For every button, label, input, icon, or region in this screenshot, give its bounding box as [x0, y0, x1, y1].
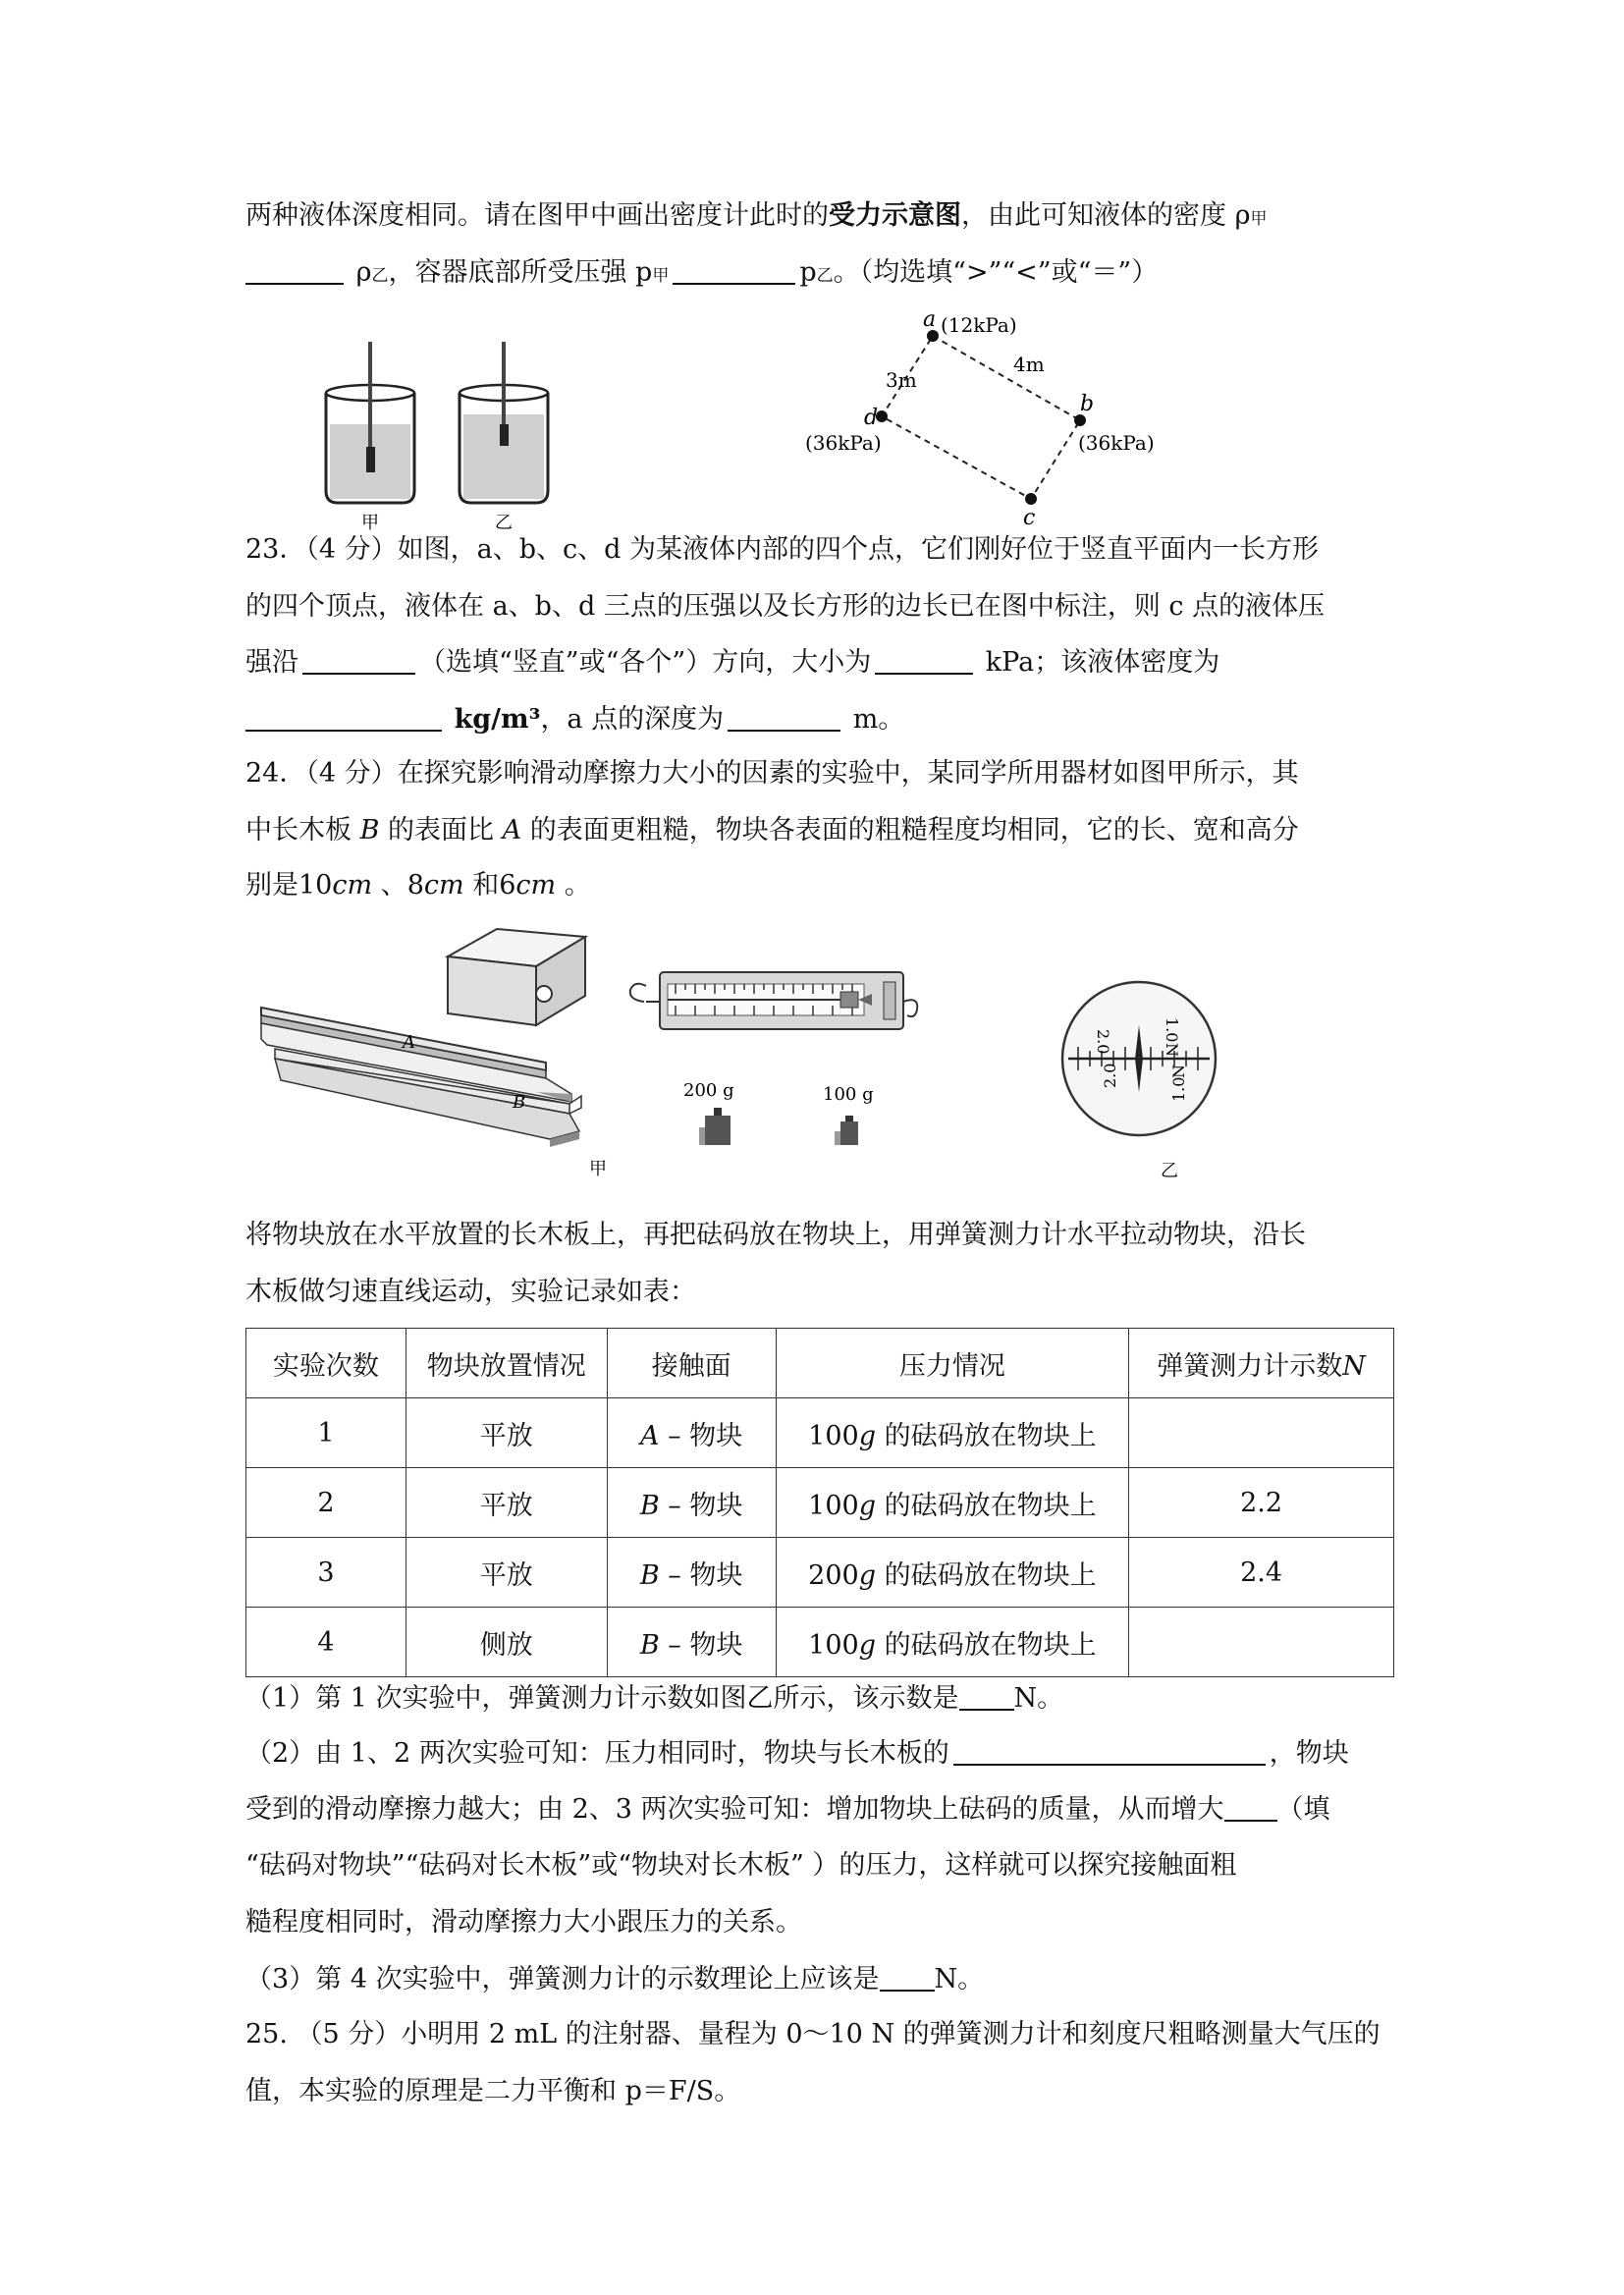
- svg-text:b: b: [1080, 392, 1095, 416]
- answer-blank[interactable]: [245, 253, 344, 285]
- block: [448, 929, 585, 1025]
- svg-text:2.0: 2.0: [1094, 1029, 1112, 1055]
- svg-text:1.0: 1.0: [1169, 1076, 1188, 1102]
- answer-blank[interactable]: [880, 1960, 935, 1992]
- point-c: [1025, 493, 1037, 505]
- table-row: 2 平放 B – 物块 100g 的砝码放在物块上 2.2: [246, 1468, 1394, 1538]
- beaker-jia: [326, 342, 414, 503]
- spring-scale: [630, 972, 917, 1029]
- q24-sub-6: （3）第 4 次实验中，弹簧测力计的示数理论上应该是 N。: [245, 1960, 1394, 1999]
- q24-line-2: 中长木板 B 的表面比 A 的表面更粗糙，物块各表面的粗糙程度均相同，它的长、宽和高分: [245, 815, 1299, 846]
- q24-sub-5: 糙程度相同时，滑动摩擦力大小跟压力的关系。: [245, 1907, 802, 1938]
- svg-text:1.0: 1.0: [1163, 1017, 1181, 1043]
- answer-blank[interactable]: [245, 700, 442, 732]
- weight-200g: [683, 1080, 734, 1145]
- q24-line-3: 别是10cm 、8cm 和6cm 。: [245, 870, 591, 901]
- svg-text:A: A: [403, 1032, 415, 1053]
- svg-text:3m: 3m: [886, 368, 917, 392]
- q24-sub-4: “砝码对物块”“砝码对长木板”或“物块对长木板” ）的压力，这样就可以探究接触面粗: [245, 1850, 1237, 1881]
- q23-line-3: 强沿 （选填“竖直”或“各个”）方向，大小为 kPa；该液体密度为: [245, 643, 1394, 683]
- bold-phrase: 受力示意图: [829, 200, 961, 231]
- table-header-cell: 弹簧测力计示数N: [1129, 1329, 1394, 1398]
- q24-sub-2: （2）由 1、2 两次实验可知：压力相同时，物块与长木板的 ，物块: [245, 1734, 1394, 1774]
- answer-blank[interactable]: [673, 253, 795, 285]
- scale-dial: [1062, 982, 1216, 1135]
- table-row: 1 平放 A – 物块 100g 的砝码放在物块上: [246, 1398, 1394, 1468]
- reading-cell: 2.4: [1129, 1538, 1394, 1608]
- figure-label-jia: 甲: [589, 1159, 607, 1179]
- q23-line-2: 的四个顶点，液体在 a、b、d 三点的压强以及长方形的边长已在图中标注，则 c 点的液体压: [245, 591, 1326, 622]
- q22-line-2: ρ乙，容器底部所受压强 p甲 p乙。（均选填“>”“<”或“＝”）: [245, 253, 1394, 296]
- svg-text:4m: 4m: [1013, 353, 1045, 376]
- answer-blank[interactable]: [875, 643, 973, 675]
- beakers-figure: [314, 334, 569, 533]
- experiment-table: [245, 1328, 1394, 1677]
- weight-100g: [823, 1084, 874, 1145]
- svg-text:2.0: 2.0: [1101, 1063, 1119, 1088]
- label-yi: 乙: [495, 513, 513, 533]
- q24-procedure-1: 将物块放在水平放置的长木板上，再把砝码放在物块上，用弹簧测力计水平拉动物块，沿长: [245, 1220, 1306, 1250]
- q24-procedure-2: 木板做匀速直线运动，实验记录如表：: [245, 1277, 696, 1307]
- q23-line-1: 23．（4 分）如图，a、b、c、d 为某液体内部的四个点，它们刚好位于竖直平面内一长方形: [245, 534, 1319, 565]
- svg-text:N: N: [1169, 1065, 1188, 1078]
- table-header-row: [246, 1329, 1394, 1398]
- q24-sub-3: 受到的滑动摩擦力越大；由 2、3 两次实验可知：增加物块上砝码的质量，从而增大 （填: [245, 1790, 1394, 1830]
- reading-cell: 2.2: [1129, 1468, 1394, 1538]
- table-header-cell: 压力情况: [776, 1329, 1129, 1398]
- table-header-cell: 物块放置情况: [406, 1329, 607, 1398]
- table-row: 3 平放 B – 物块 200g 的砝码放在物块上 2.4: [246, 1538, 1394, 1608]
- q23-line-4: kg/m³，a 点的深度为 m。: [245, 700, 1394, 739]
- q25-line-2: 值，本实验的原理是二力平衡和 p＝F/S。: [245, 2076, 741, 2106]
- svg-text:(36kPa): (36kPa): [1078, 431, 1155, 455]
- svg-text:(36kPa): (36kPa): [805, 431, 882, 455]
- reading-cell[interactable]: [1129, 1608, 1394, 1677]
- answer-blank[interactable]: [728, 700, 840, 732]
- table-header-cell: 实验次数: [246, 1329, 406, 1398]
- q25-line-1: 25. （5 分）小明用 2 mL 的注射器、量程为 0～10 N 的弹簧测力计和刻度尺粗略测量大气压的: [245, 2019, 1380, 2049]
- svg-text:a: a: [923, 307, 937, 332]
- q24-line-1: 24．（4 分）在探究影响滑动摩擦力大小的因素的实验中，某同学所用器材如图甲所示，其: [245, 758, 1299, 789]
- table-row: 4 侧放 B – 物块 100g 的砝码放在物块上: [246, 1608, 1394, 1677]
- answer-blank[interactable]: [302, 643, 415, 675]
- reading-cell[interactable]: [1129, 1398, 1394, 1468]
- answer-blank[interactable]: [1224, 1790, 1277, 1822]
- svg-text:100 g: 100 g: [823, 1084, 874, 1105]
- beaker-yi: [460, 342, 548, 503]
- apparatus-figure: [255, 923, 1198, 1188]
- q22-line-1: 两种液体深度相同。请在图甲中画出密度计此时的受力示意图，由此可知液体的密度 ρ甲: [245, 200, 1268, 231]
- svg-text:d: d: [864, 406, 879, 430]
- rectangle-pressure-figure: [785, 304, 1198, 530]
- label-jia: 甲: [361, 513, 379, 533]
- svg-text:(12kPa): (12kPa): [941, 313, 1017, 337]
- figure-label-yi: 乙: [1161, 1161, 1178, 1181]
- svg-text:c: c: [1023, 506, 1036, 530]
- svg-text:N: N: [1163, 1043, 1181, 1057]
- answer-blank[interactable]: [959, 1679, 1014, 1711]
- svg-text:B: B: [513, 1092, 526, 1113]
- svg-text:200 g: 200 g: [683, 1080, 734, 1101]
- q24-sub-1: （1）第 1 次实验中，弹簧测力计示数如图乙所示，该示数是 N。: [245, 1679, 1394, 1719]
- answer-blank[interactable]: [953, 1734, 1266, 1766]
- table-header-cell: 接触面: [607, 1329, 776, 1398]
